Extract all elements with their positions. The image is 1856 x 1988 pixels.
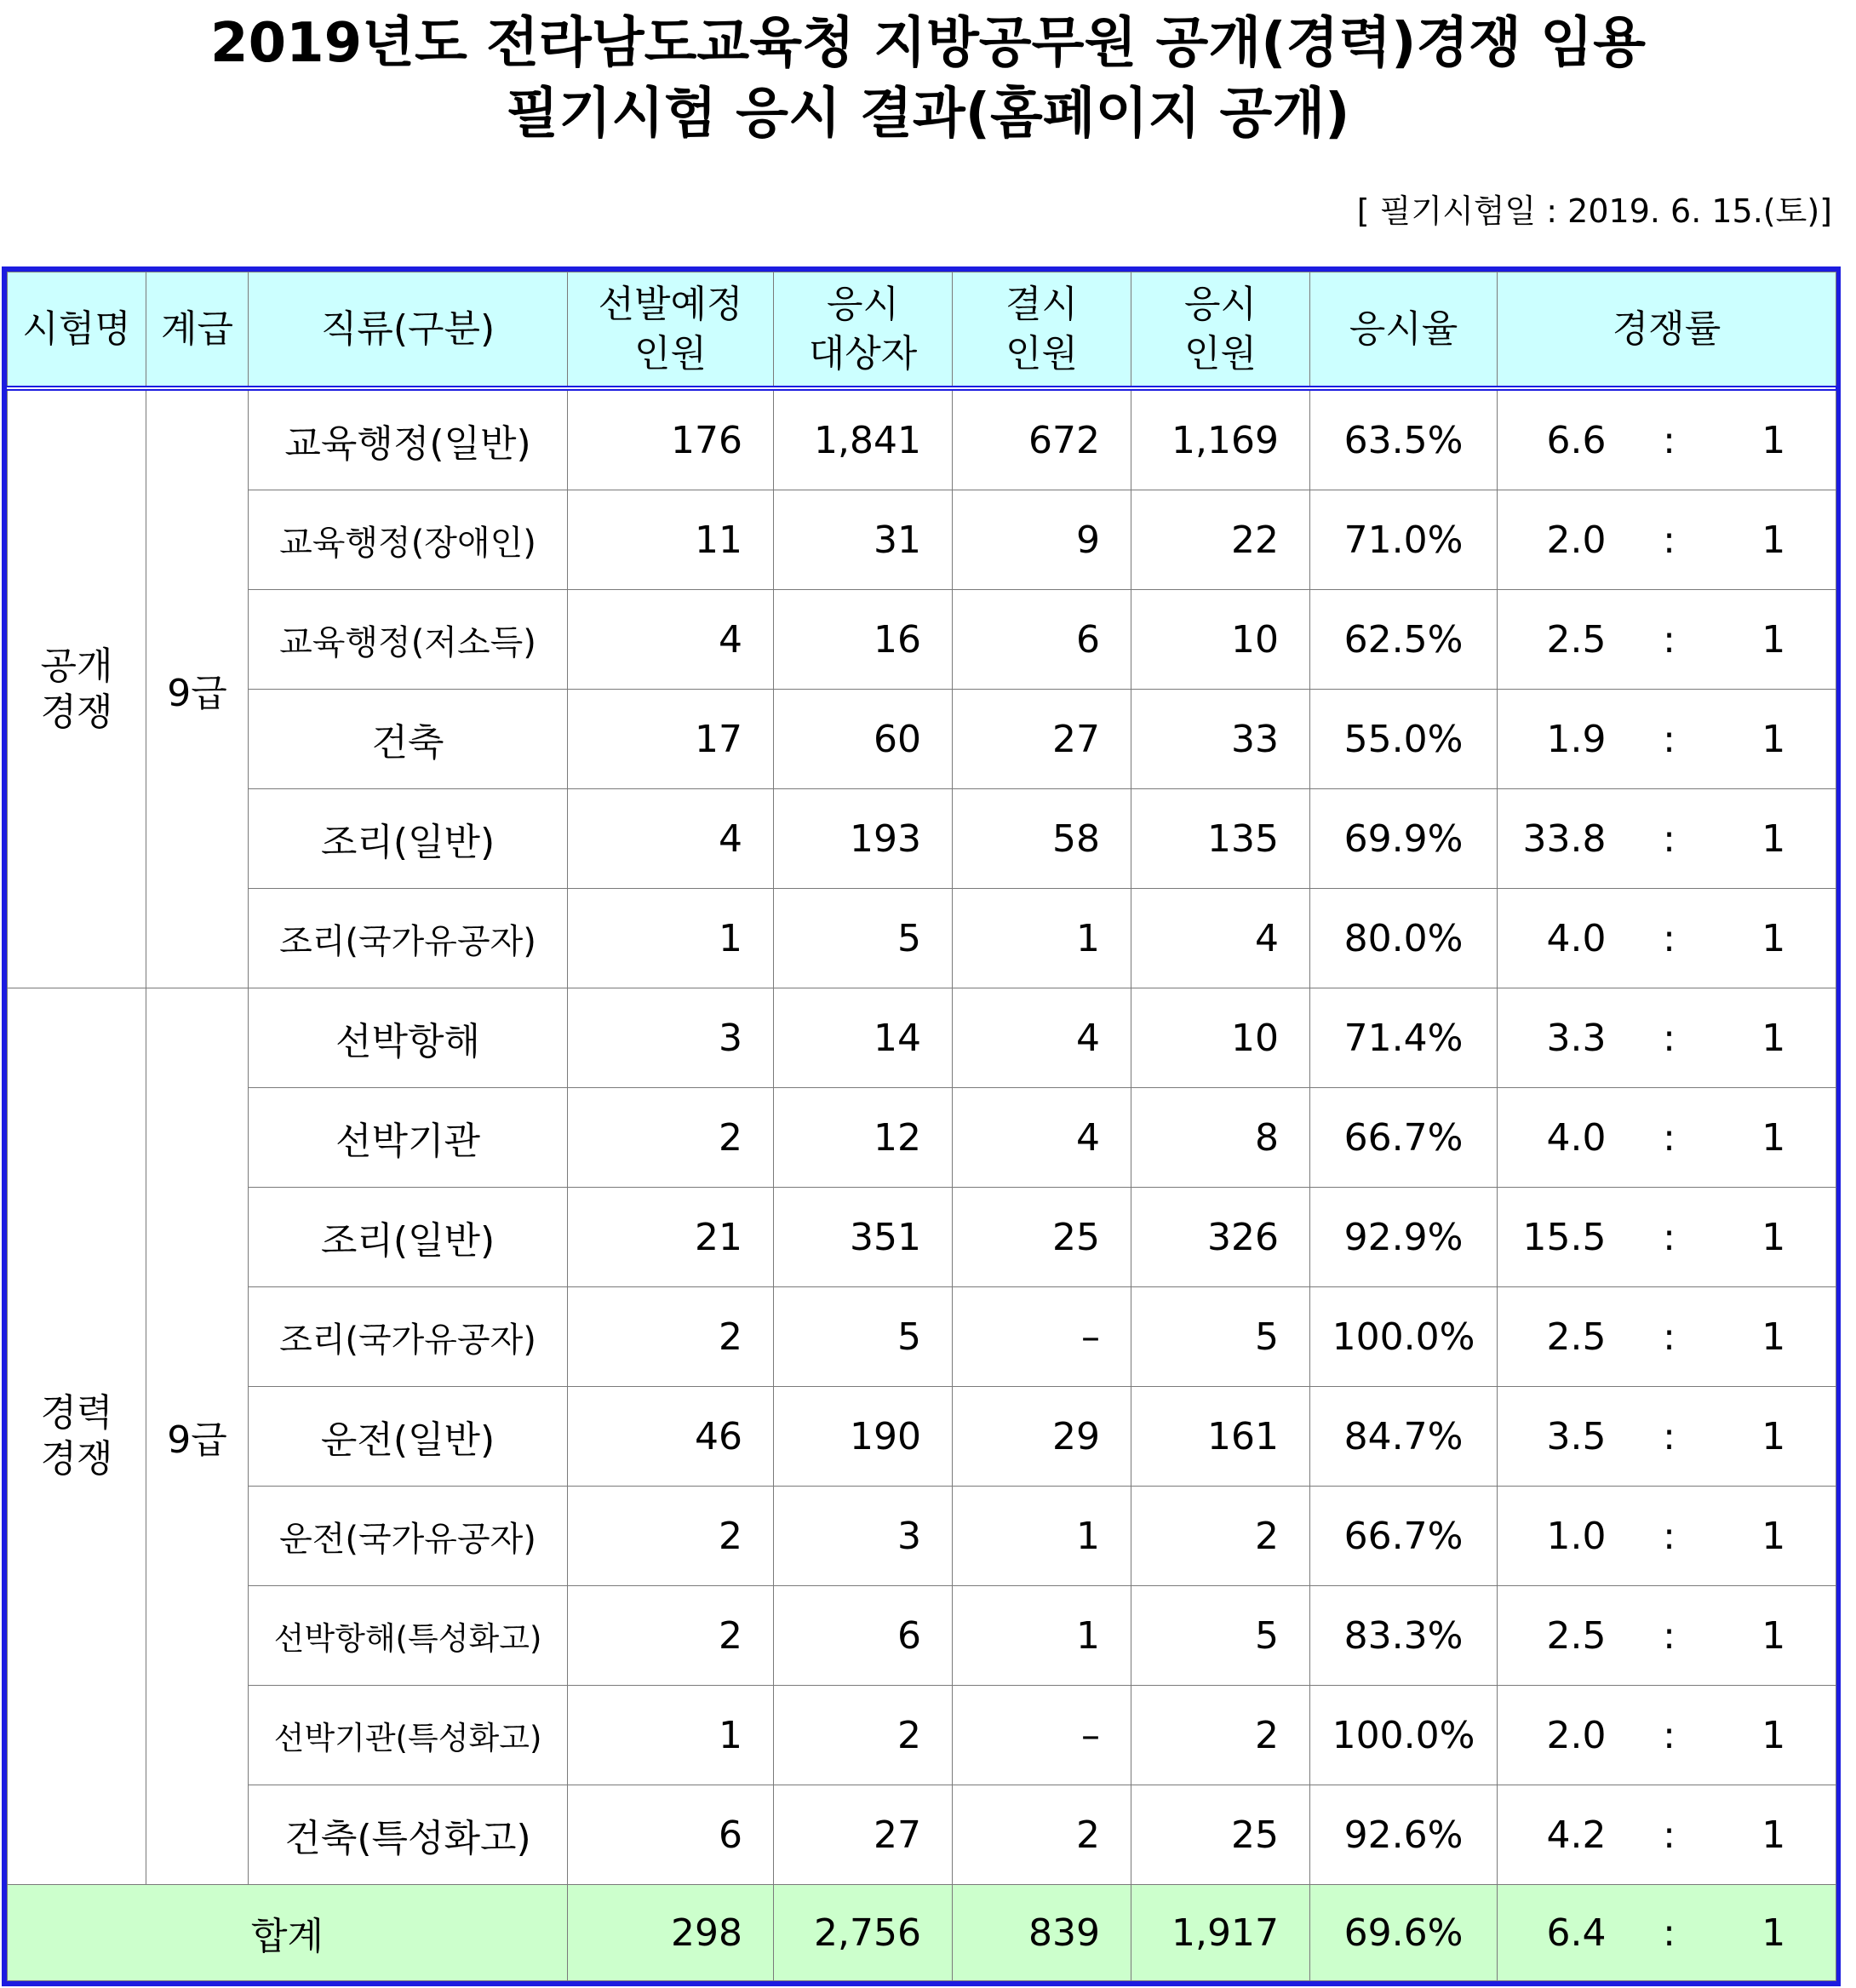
total-rate-cell: 69.6%	[1310, 1885, 1498, 1981]
job-cell: 건축(특성화고)	[249, 1785, 568, 1885]
attended-cell: 1,169	[1131, 388, 1310, 490]
absent-cell: 29	[953, 1387, 1131, 1487]
planned-cell: 1	[568, 889, 774, 988]
planned-cell: 4	[568, 590, 774, 690]
absent-cell: 27	[953, 690, 1131, 789]
one-cell: 1	[1712, 388, 1836, 490]
one-cell: 1	[1712, 1188, 1836, 1287]
attended-cell: 10	[1131, 590, 1310, 690]
planned-cell: 1	[568, 1686, 774, 1785]
one-cell: 1	[1712, 1487, 1836, 1586]
total-label: 합계	[8, 1885, 568, 1981]
job-cell: 선박기관(특성화고)	[249, 1686, 568, 1785]
ratio-cell: 2.5	[1498, 1586, 1627, 1686]
table-row	[8, 889, 1836, 988]
page-title: 2019년도 전라남도교육청 지방공무원 공개(경력)경쟁 임용	[210, 12, 1646, 75]
one-cell: 1	[1712, 1088, 1836, 1188]
rate-cell: 83.3%	[1310, 1586, 1498, 1686]
eligible-cell: 3	[774, 1487, 953, 1586]
eligible-cell: 12	[774, 1088, 953, 1188]
absent-cell: 1	[953, 1586, 1131, 1686]
ratio-cell: 33.8	[1498, 789, 1627, 889]
header-eligible: 응시 대상자	[774, 272, 953, 389]
absent-cell: 58	[953, 789, 1131, 889]
ratio-cell: 4.0	[1498, 1088, 1627, 1188]
attended-cell: 161	[1131, 1387, 1310, 1487]
exam-name-cell: 경력 경쟁	[8, 988, 146, 1885]
job-cell: 교육행정(일반)	[249, 388, 568, 490]
total-ratio-cell: 6.4	[1498, 1885, 1627, 1981]
attended-cell: 5	[1131, 1287, 1310, 1387]
planned-cell: 2	[568, 1088, 774, 1188]
job-cell: 조리(국가유공자)	[249, 889, 568, 988]
total-eligible-cell: 2,756	[774, 1885, 953, 1981]
ratio-cell: 4.0	[1498, 889, 1627, 988]
colon-cell: :	[1627, 590, 1712, 690]
ratio-cell: 4.2	[1498, 1785, 1627, 1885]
absent-cell: –	[953, 1287, 1131, 1387]
table-row	[8, 1487, 1836, 1586]
rate-cell: 66.7%	[1310, 1487, 1498, 1586]
colon-cell: :	[1627, 1586, 1712, 1686]
absent-cell: 9	[953, 490, 1131, 590]
rate-cell: 84.7%	[1310, 1387, 1498, 1487]
rate-cell: 63.5%	[1310, 388, 1498, 490]
table-row	[8, 1785, 1836, 1885]
eligible-cell: 31	[774, 490, 953, 590]
colon-cell: :	[1627, 889, 1712, 988]
colon-cell: :	[1627, 988, 1712, 1088]
table-row	[8, 690, 1836, 789]
table-row	[8, 789, 1836, 889]
total-row	[8, 1885, 1836, 1981]
table-row	[8, 1287, 1836, 1387]
job-cell: 선박항해	[249, 988, 568, 1088]
planned-cell: 2	[568, 1287, 774, 1387]
rate-cell: 100.0%	[1310, 1287, 1498, 1387]
absent-cell: 2	[953, 1785, 1131, 1885]
colon-cell: :	[1627, 1487, 1712, 1586]
one-cell: 1	[1712, 690, 1836, 789]
absent-cell: 672	[953, 388, 1131, 490]
rate-cell: 66.7%	[1310, 1088, 1498, 1188]
one-cell: 1	[1712, 490, 1836, 590]
colon-cell: :	[1627, 1785, 1712, 1885]
total-colon-cell: :	[1627, 1885, 1712, 1981]
ratio-cell: 6.6	[1498, 388, 1627, 490]
ratio-cell: 2.0	[1498, 490, 1627, 590]
rate-cell: 62.5%	[1310, 590, 1498, 690]
attended-cell: 2	[1131, 1487, 1310, 1586]
one-cell: 1	[1712, 889, 1836, 988]
ratio-cell: 1.9	[1498, 690, 1627, 789]
table-body	[8, 388, 1836, 1981]
job-cell: 조리(일반)	[249, 789, 568, 889]
planned-cell: 2	[568, 1487, 774, 1586]
one-cell: 1	[1712, 1686, 1836, 1785]
eligible-cell: 190	[774, 1387, 953, 1487]
rate-cell: 71.4%	[1310, 988, 1498, 1088]
grade-cell: 9급	[146, 388, 249, 988]
planned-cell: 46	[568, 1387, 774, 1487]
ratio-cell: 1.0	[1498, 1487, 1627, 1586]
eligible-cell: 14	[774, 988, 953, 1088]
header-competition: 경쟁률	[1498, 272, 1836, 389]
ratio-cell: 3.5	[1498, 1387, 1627, 1487]
eligible-cell: 5	[774, 1287, 953, 1387]
planned-cell: 176	[568, 388, 774, 490]
job-cell: 조리(일반)	[249, 1188, 568, 1287]
ratio-cell: 2.5	[1498, 1287, 1627, 1387]
rate-cell: 92.9%	[1310, 1188, 1498, 1287]
header-absent: 결시 인원	[953, 272, 1131, 389]
attended-cell: 5	[1131, 1586, 1310, 1686]
table-row	[8, 590, 1836, 690]
header-attended: 응시 인원	[1131, 272, 1310, 389]
rate-cell: 71.0%	[1310, 490, 1498, 590]
attended-cell: 25	[1131, 1785, 1310, 1885]
table-row	[8, 490, 1836, 590]
attended-cell: 2	[1131, 1686, 1310, 1785]
attended-cell: 22	[1131, 490, 1310, 590]
job-cell: 선박기관	[249, 1088, 568, 1188]
absent-cell: 4	[953, 1088, 1131, 1188]
planned-cell: 3	[568, 988, 774, 1088]
planned-cell: 21	[568, 1188, 774, 1287]
eligible-cell: 16	[774, 590, 953, 690]
one-cell: 1	[1712, 1387, 1836, 1487]
eligible-cell: 2	[774, 1686, 953, 1785]
total-one-cell: 1	[1712, 1885, 1836, 1981]
exam-name-cell: 공개 경쟁	[8, 388, 146, 988]
colon-cell: :	[1627, 1188, 1712, 1287]
colon-cell: :	[1627, 690, 1712, 789]
one-cell: 1	[1712, 988, 1836, 1088]
eligible-cell: 27	[774, 1785, 953, 1885]
table-row	[8, 1188, 1836, 1287]
total-absent-cell: 839	[953, 1885, 1131, 1981]
colon-cell: :	[1627, 1387, 1712, 1487]
eligible-cell: 1,841	[774, 388, 953, 490]
header-job: 직류(구분)	[249, 272, 568, 389]
total-planned-cell: 298	[568, 1885, 774, 1981]
job-cell: 교육행정(저소득)	[249, 590, 568, 690]
attended-cell: 135	[1131, 789, 1310, 889]
rate-cell: 100.0%	[1310, 1686, 1498, 1785]
job-cell: 운전(국가유공자)	[249, 1487, 568, 1586]
planned-cell: 4	[568, 789, 774, 889]
absent-cell: 25	[953, 1188, 1131, 1287]
one-cell: 1	[1712, 1586, 1836, 1686]
table-row	[8, 1586, 1836, 1686]
header-rate: 응시율	[1310, 272, 1498, 389]
planned-cell: 2	[568, 1586, 774, 1686]
ratio-cell: 3.3	[1498, 988, 1627, 1088]
planned-cell: 6	[568, 1785, 774, 1885]
absent-cell: –	[953, 1686, 1131, 1785]
eligible-cell: 5	[774, 889, 953, 988]
grade-cell: 9급	[146, 988, 249, 1885]
rate-cell: 80.0%	[1310, 889, 1498, 988]
ratio-cell: 15.5	[1498, 1188, 1627, 1287]
header-grade: 계급	[146, 272, 249, 389]
ratio-cell: 2.0	[1498, 1686, 1627, 1785]
job-cell: 운전(일반)	[249, 1387, 568, 1487]
eligible-cell: 60	[774, 690, 953, 789]
colon-cell: :	[1627, 1287, 1712, 1387]
header-row	[8, 272, 1836, 389]
rate-cell: 92.6%	[1310, 1785, 1498, 1885]
attended-cell: 326	[1131, 1188, 1310, 1287]
rate-cell: 69.9%	[1310, 789, 1498, 889]
results-table	[7, 272, 1836, 1981]
absent-cell: 1	[953, 889, 1131, 988]
attended-cell: 33	[1131, 690, 1310, 789]
colon-cell: :	[1627, 1088, 1712, 1188]
absent-cell: 6	[953, 590, 1131, 690]
eligible-cell: 6	[774, 1586, 953, 1686]
table-row	[8, 1387, 1836, 1487]
table-row	[8, 1686, 1836, 1785]
absent-cell: 1	[953, 1487, 1131, 1586]
one-cell: 1	[1712, 590, 1836, 690]
page-subtitle: 필기시험 응시 결과(홈페이지 공개)	[506, 83, 1350, 146]
one-cell: 1	[1712, 1785, 1836, 1885]
colon-cell: :	[1627, 789, 1712, 889]
job-cell: 선박항해(특성화고)	[249, 1586, 568, 1686]
planned-cell: 11	[568, 490, 774, 590]
absent-cell: 4	[953, 988, 1131, 1088]
job-cell: 건축	[249, 690, 568, 789]
total-attended-cell: 1,917	[1131, 1885, 1310, 1981]
ratio-cell: 2.5	[1498, 590, 1627, 690]
results-table-frame	[2, 266, 1841, 1986]
header-planned: 선발예정 인원	[568, 272, 774, 389]
colon-cell: :	[1627, 490, 1712, 590]
table-row	[8, 388, 1836, 490]
attended-cell: 10	[1131, 988, 1310, 1088]
eligible-cell: 193	[774, 789, 953, 889]
header-exam-name: 시험명	[8, 272, 146, 389]
table-row	[8, 988, 1836, 1088]
job-cell: 교육행정(장애인)	[249, 490, 568, 590]
one-cell: 1	[1712, 1287, 1836, 1387]
eligible-cell: 351	[774, 1188, 953, 1287]
job-cell: 조리(국가유공자)	[249, 1287, 568, 1387]
colon-cell: :	[1627, 388, 1712, 490]
exam-date: [ 필기시험일 : 2019. 6. 15.(토)]	[1356, 192, 1832, 230]
attended-cell: 8	[1131, 1088, 1310, 1188]
one-cell: 1	[1712, 789, 1836, 889]
colon-cell: :	[1627, 1686, 1712, 1785]
table-row	[8, 1088, 1836, 1188]
rate-cell: 55.0%	[1310, 690, 1498, 789]
planned-cell: 17	[568, 690, 774, 789]
attended-cell: 4	[1131, 889, 1310, 988]
